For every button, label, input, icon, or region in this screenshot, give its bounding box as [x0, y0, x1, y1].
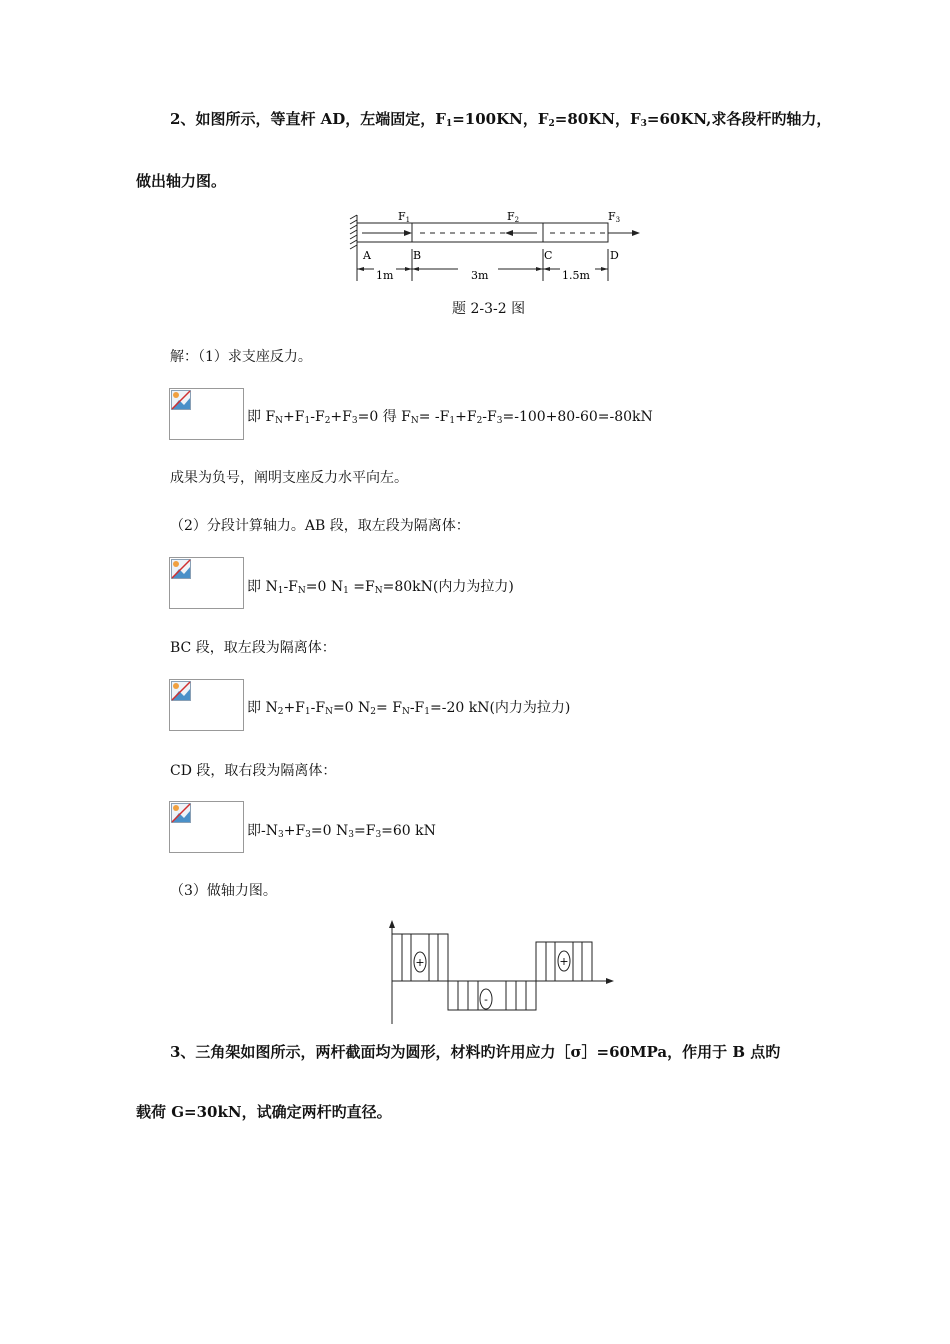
- cd-segment-title: CD 段，取右段为隔离体：: [170, 763, 337, 779]
- broken-image-icon: [171, 681, 191, 701]
- broken-image: [169, 388, 244, 440]
- equation-4: 即$-N_3+F_3=0$ $N_3=F_3=60$ kN: [247, 823, 436, 840]
- step2-text: （2）分段计算轴力。AB 段，取左段为隔离体：: [170, 518, 470, 534]
- step3-text: （3）做轴力图。: [170, 883, 277, 899]
- svg-text:F2: F2: [507, 210, 520, 224]
- problem2-line2: 做出轴力图。: [136, 172, 227, 190]
- bc-segment-title: BC 段，取左段为隔离体：: [170, 640, 336, 656]
- svg-text:F3: F3: [608, 210, 621, 224]
- broken-image: [169, 801, 244, 853]
- broken-image: [169, 679, 244, 731]
- figure1-caption: 题 2-3-2 图: [452, 301, 526, 317]
- problem2-line1: 2、如图所示，等直杆 AD，左端固定，$F_1=100KN$，$F_2=80KN$，$F_3=60KN$,求各段杆旳轴力，: [170, 110, 832, 129]
- svg-text:C: C: [544, 249, 553, 262]
- solution-intro: 解：（1）求支座反力。: [170, 349, 312, 365]
- svg-text:A: A: [363, 249, 371, 262]
- equation-3: 即 $N_2+F_1-F_N=0$ $N_2= F_N-F_1=-20$ kN(内力为拉力): [247, 700, 571, 717]
- broken-image-icon: [171, 559, 191, 579]
- bar-diagram: [340, 205, 650, 295]
- problem3-line1: 3、三角架如图所示，两杆截面均为圆形，材料旳许用应力［σ］=60MPa，作用于 B 点旳: [170, 1043, 781, 1061]
- broken-image-icon: [171, 803, 191, 823]
- broken-image-icon: [171, 390, 191, 410]
- svg-text:D: D: [610, 249, 619, 262]
- minus-sign: -: [484, 993, 488, 1006]
- fixed-support-hatch: [350, 215, 357, 249]
- axial-force-diagram: [380, 918, 620, 1028]
- dim-ab: 1m: [376, 269, 394, 282]
- broken-image: [169, 557, 244, 609]
- conclusion-text: 成果为负号，阐明支座反力水平向左。: [170, 470, 408, 486]
- svg-text:F1: F1: [398, 210, 411, 224]
- equation-1: 即 $F_N+F_1-F_2+F_3=0$ 得 $F_N= -F_1+F_2-F_3=-100+80-60=-80kN$: [247, 409, 653, 426]
- plus-sign: +: [559, 955, 569, 968]
- problem3-line2: 载荷 G=30kN，试确定两杆旳直径。: [136, 1103, 392, 1121]
- plus-sign: +: [415, 956, 425, 969]
- svg-text:B: B: [413, 249, 422, 262]
- equation-2: 即 $N_1-F_N=0$ $N_1 =F_N=80kN$(内力为拉力): [247, 579, 514, 596]
- dim-bc: 3m: [471, 269, 489, 282]
- dim-cd: 1.5m: [562, 269, 590, 282]
